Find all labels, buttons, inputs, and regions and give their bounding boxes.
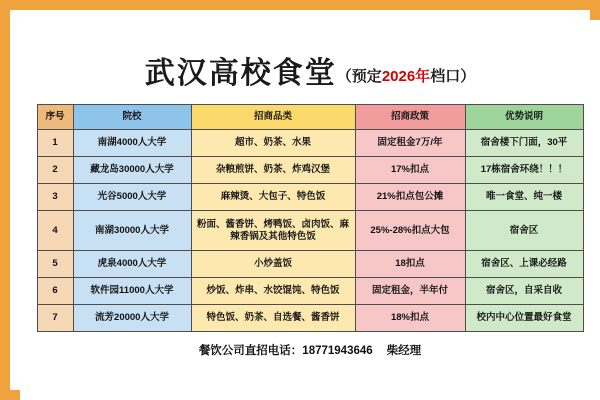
table-row <box>37 251 583 278</box>
table-row <box>37 278 583 305</box>
table-header-cell-advantage: 优势说明 <box>465 105 583 130</box>
cell-policy: 18%扣点 <box>355 305 465 332</box>
cell-school: 南湖30000人大学 <box>73 211 191 251</box>
cell-school: 流芳20000人大学 <box>73 305 191 332</box>
table-header-cell-category: 招商品类 <box>191 105 355 130</box>
cell-no: 7 <box>37 305 73 332</box>
table-row <box>37 211 583 251</box>
cell-school: 藏龙岛30000人大学 <box>73 157 191 184</box>
cell-policy: 25%-28%扣点大包 <box>355 211 465 251</box>
table-row <box>37 305 583 332</box>
cell-advantage: 宿舍区、上课必经路 <box>465 251 583 278</box>
title-main: 武汉高校食堂 <box>144 56 337 91</box>
cell-advantage: 宿舍区 <box>465 211 583 251</box>
cell-policy: 固定租金，半年付 <box>355 278 465 305</box>
cell-category: 麻辣烫、大包子、特色饭 <box>191 184 355 211</box>
cell-category: 炒饭、炸串、水饺馄饨、特色饭 <box>191 278 355 305</box>
cell-no: 2 <box>37 157 73 184</box>
cell-school: 软件园11000人大学 <box>73 278 191 305</box>
cell-no: 3 <box>37 184 73 211</box>
cell-policy: 18扣点 <box>355 251 465 278</box>
table-row <box>37 157 583 184</box>
title-sub-year: 2026年 <box>381 68 431 85</box>
cell-category: 小炒盖饭 <box>191 251 355 278</box>
cell-school: 虎泉4000人大学 <box>73 251 191 278</box>
cell-advantage: 宿舍区，自采自收 <box>465 278 583 305</box>
title-sub <box>337 68 475 85</box>
title-sub-suffix: 档口） <box>430 68 476 85</box>
table-header-cell-policy: 招商政策 <box>355 105 465 130</box>
table-header-cell-no: 序号 <box>37 105 73 130</box>
footer-contact <box>20 342 600 358</box>
footer-contact-name: 柴经理 <box>386 345 422 357</box>
cell-category: 粉面、酱香饼、烤鸭饭、卤肉饭、麻辣香锅及其他特色饭 <box>191 211 355 251</box>
cell-policy: 21%扣点包公摊 <box>355 184 465 211</box>
cell-category: 杂粮煎饼、奶茶、炸鸡汉堡 <box>191 157 355 184</box>
footer-phone-text: 餐饮公司直招电话：18771943646 <box>198 345 373 357</box>
table-row <box>37 184 583 211</box>
cell-no: 5 <box>37 251 73 278</box>
table-header-row <box>37 105 583 130</box>
cell-advantage: 17栋宿舍环绕！！！ <box>465 157 583 184</box>
poster-inner <box>20 20 600 400</box>
cell-school: 南湖4000人大学 <box>73 130 191 157</box>
table-row <box>37 130 583 157</box>
cell-no: 1 <box>37 130 73 157</box>
cell-advantage: 宿舍楼下门面，30平 <box>465 130 583 157</box>
recruitment-table <box>37 104 584 332</box>
cell-advantage: 校内中心位置最好食堂 <box>465 305 583 332</box>
page-title <box>20 20 600 100</box>
table-header-cell-school: 院校 <box>73 105 191 130</box>
cell-school: 光谷5000人大学 <box>73 184 191 211</box>
cell-category: 特色饭、奶茶、自选餐、酱香饼 <box>191 305 355 332</box>
cell-no: 6 <box>37 278 73 305</box>
cell-category: 超市、奶茶、水果 <box>191 130 355 157</box>
cell-policy: 17%扣点 <box>355 157 465 184</box>
cell-advantage: 唯一食堂、纯一楼 <box>465 184 583 211</box>
cell-policy: 固定租金7万/年 <box>355 130 465 157</box>
cell-no: 4 <box>37 211 73 251</box>
title-sub-prefix: （预定 <box>336 68 382 85</box>
